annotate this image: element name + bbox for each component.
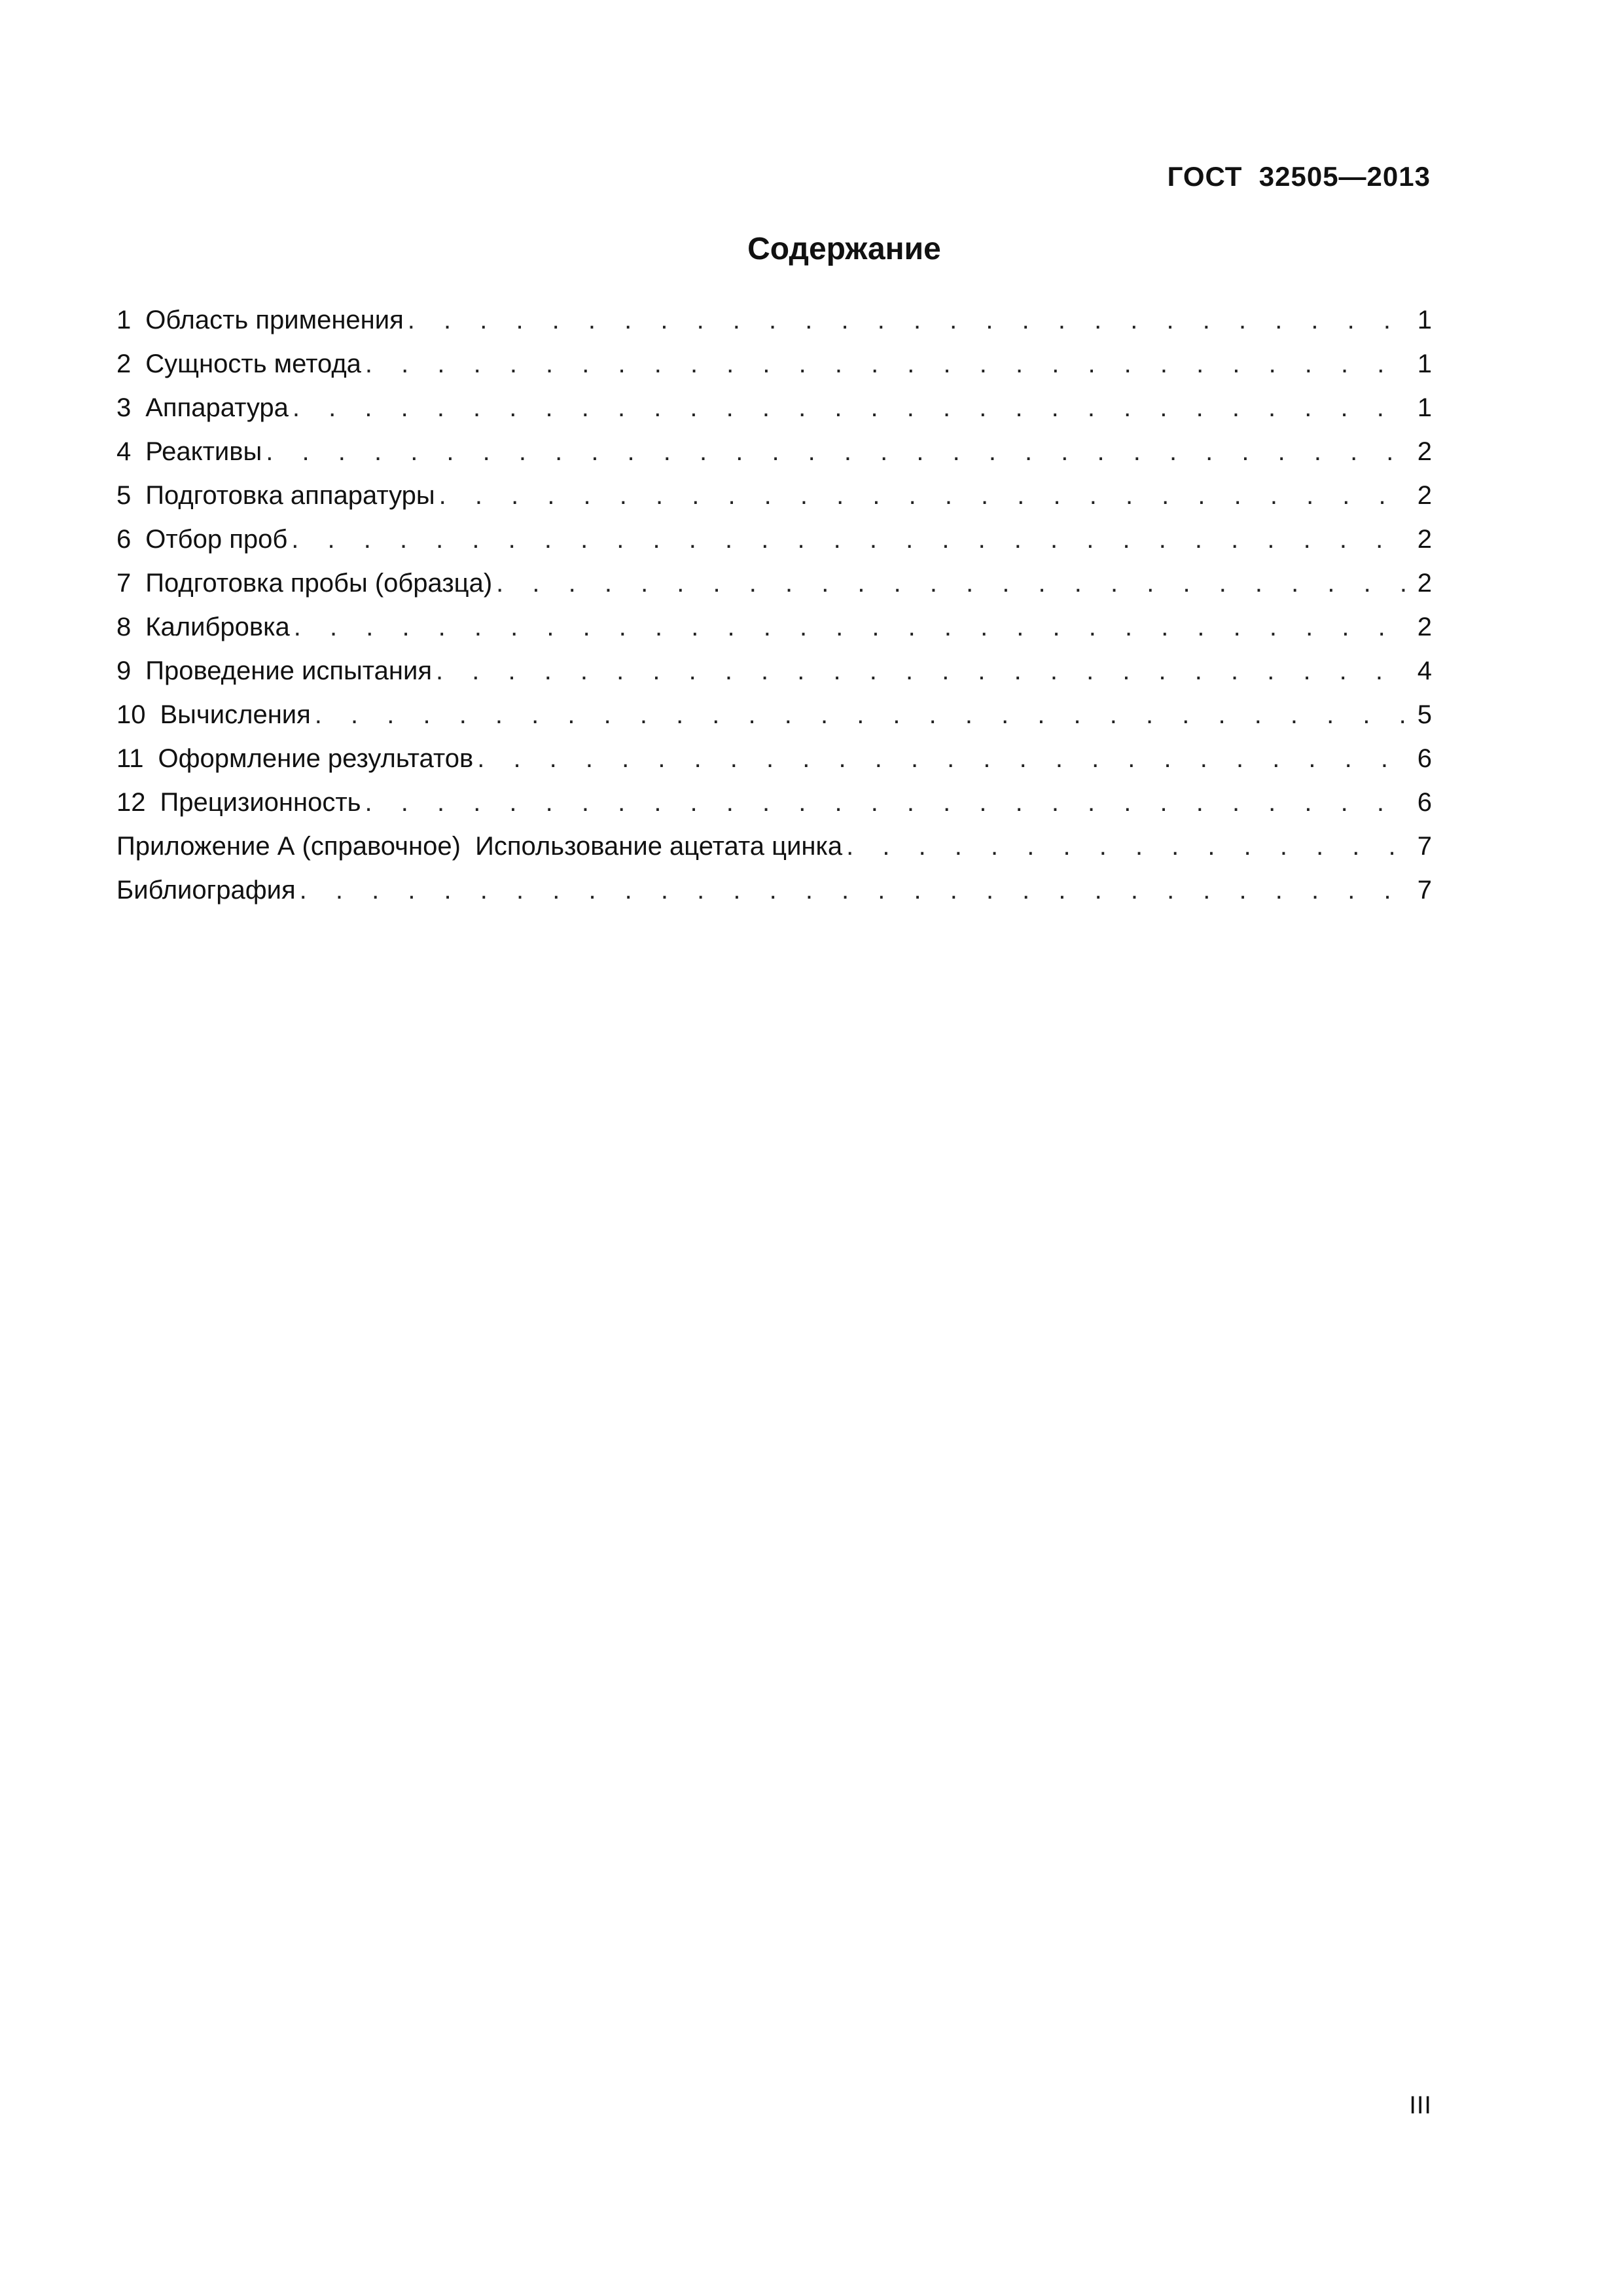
toc-leader-dots [436,649,1410,693]
toc-entry-number: 11 [116,744,144,773]
toc-leader-dots [477,737,1410,781]
toc-entry-page: 4 [1417,656,1432,685]
toc-entry-number: 9 [116,656,132,685]
toc-entry-label: Область применения [145,306,404,334]
toc-leader-dots [300,869,1410,912]
toc-entry-page: 5 [1417,700,1432,729]
toc-leader-dots [266,430,1410,474]
toc-leader-dots [846,825,1410,869]
toc-entry-page: 2 [1417,569,1432,598]
toc-entry-label: Отбор проб [145,525,288,554]
toc-leader-dots [365,781,1410,825]
toc-entry-label: Сущность метода [145,350,361,378]
toc-entry-reagents[interactable] [116,430,1432,474]
toc-entry-page: 7 [1417,832,1432,861]
toc-entry-label: Реактивы [145,437,262,466]
toc-entry-page: 1 [1417,350,1432,378]
table-of-contents [116,298,1432,912]
toc-entry-label: Подготовка пробы (образца) [145,569,493,598]
toc-entry-label: Прецизионность [160,788,361,817]
toc-entry-label: Проведение испытания [145,656,433,685]
toc-entry-scope[interactable] [116,298,1432,342]
toc-entry-number: 10 [116,700,146,729]
toc-entry-calculations[interactable] [116,693,1432,737]
toc-entry-label: Вычисления [160,700,311,729]
toc-entry-sample-preparation[interactable] [116,562,1432,605]
toc-leader-dots [408,298,1410,342]
toc-leader-dots [291,518,1410,562]
toc-entry-page: 2 [1417,525,1432,554]
toc-entry-page: 2 [1417,437,1432,466]
document-id-header: ГОСТ 32505—2013 [1167,161,1431,192]
toc-entry-label: Подготовка аппаратуры [145,481,435,510]
toc-entry-label: Калибровка [145,613,290,641]
toc-entry-sampling[interactable] [116,518,1432,562]
toc-entry-bibliography[interactable] [116,869,1432,912]
toc-entry-calibration[interactable] [116,605,1432,649]
toc-entry-page: 1 [1417,306,1432,334]
toc-entry-apparatus-preparation[interactable] [116,474,1432,518]
toc-entry-apparatus[interactable] [116,386,1432,430]
toc-entry-number: 7 [116,569,132,598]
toc-leader-dots [294,605,1410,649]
toc-leader-dots [439,474,1410,518]
toc-entry-number: 12 [116,788,146,817]
toc-leader-dots [496,562,1410,605]
toc-entry-method-essence[interactable] [116,342,1432,386]
toc-entry-precision[interactable] [116,781,1432,825]
toc-leader-dots [315,693,1410,737]
toc-entry-number: 5 [116,481,132,510]
toc-leader-dots [293,386,1410,430]
toc-entry-number: 3 [116,393,132,422]
toc-entry-results-reporting[interactable] [116,737,1432,781]
toc-entry-number: 2 [116,350,132,378]
toc-title: Содержание [747,232,941,266]
toc-leader-dots [365,342,1410,386]
toc-entry-page: 6 [1417,744,1432,773]
toc-entry-testing[interactable] [116,649,1432,693]
toc-entry-page: 6 [1417,788,1432,817]
toc-entry-page: 2 [1417,481,1432,510]
toc-entry-page: 2 [1417,613,1432,641]
toc-entry-appendix-a[interactable] [116,825,1432,869]
toc-entry-label: Оформление результатов [158,744,474,773]
toc-entry-number: 1 [116,306,132,334]
toc-entry-number: 6 [116,525,132,554]
toc-entry-page: 1 [1417,393,1432,422]
toc-entry-label: Аппаратура [145,393,289,422]
page-number: III [1409,2092,1432,2119]
toc-entry-page: 7 [1417,876,1432,905]
toc-entry-number: 4 [116,437,132,466]
toc-entry-number: 8 [116,613,132,641]
toc-entry-label: Библиография [116,876,296,905]
toc-entry-label: Приложение А (справочное) Использование ацетата цинка [116,832,843,861]
